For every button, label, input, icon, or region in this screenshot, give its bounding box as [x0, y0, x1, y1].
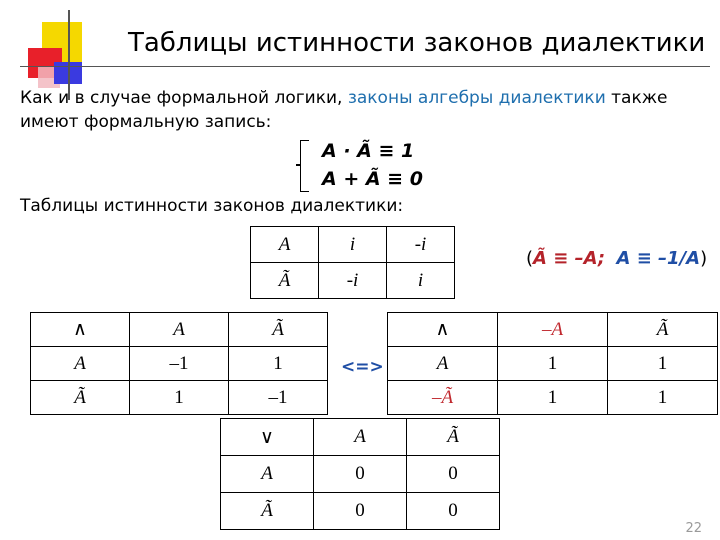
table-cell: ∧: [388, 313, 498, 347]
table-cell: ∨: [221, 419, 314, 456]
tables-caption: Таблицы истинности законов диалектики:: [20, 196, 404, 216]
table-cell: Ã: [251, 263, 319, 299]
table-cell: A: [388, 347, 498, 381]
table-row: [388, 313, 718, 347]
table-cell: Ã: [31, 381, 130, 415]
and-table-right: [387, 312, 718, 415]
table-row: [251, 227, 455, 263]
and-table-left: [30, 312, 328, 415]
decor-horizontal-line: [20, 66, 710, 67]
table-cell: Ã: [229, 313, 328, 347]
table-cell: –Ã: [388, 381, 498, 415]
relation-close: ): [700, 248, 708, 269]
table-cell: A: [130, 313, 229, 347]
table-cell: Ã: [608, 313, 718, 347]
or-table: [220, 418, 500, 530]
table-cell: 0: [314, 456, 407, 493]
table-row: [221, 493, 500, 530]
formula-sum: A + Ã ≡ 0: [322, 168, 423, 190]
table-row: [251, 263, 455, 299]
table-cell: 0: [407, 456, 500, 493]
table-cell: A: [314, 419, 407, 456]
table-cell: 0: [314, 493, 407, 530]
equivalence-sign: <=>: [341, 357, 384, 377]
table-cell: 1: [130, 381, 229, 415]
slide-title: Таблицы истинности законов диалектики: [128, 28, 706, 58]
table-cell: 1: [498, 381, 608, 415]
table-cell: 0: [407, 493, 500, 530]
table-row: [31, 381, 328, 415]
table-row: [221, 456, 500, 493]
table-cell: 1: [608, 347, 718, 381]
relation-part1: Ã ≡ –A;: [533, 248, 606, 269]
table-cell: ∧: [31, 313, 130, 347]
relation-part2: A ≡ –1/A: [616, 248, 701, 269]
table-cell: A: [251, 227, 319, 263]
table-row: [31, 347, 328, 381]
intro-text-1: Как и в случае формальной логики,: [20, 88, 348, 108]
table-cell: 1: [229, 347, 328, 381]
table-cell: A: [221, 456, 314, 493]
relation-open: (: [526, 248, 534, 269]
table-cell: A: [31, 347, 130, 381]
intro-text-2: также имеют формальную запись:: [20, 88, 668, 132]
table-cell: Ã: [221, 493, 314, 530]
table-cell: –1: [130, 347, 229, 381]
table-cell: 1: [608, 381, 718, 415]
table-row: [31, 313, 328, 347]
intro-paragraph: [20, 86, 710, 134]
table-row: [388, 381, 718, 415]
intro-highlight: законы алгебры диалектики: [347, 88, 606, 108]
relation-formula: [526, 248, 707, 269]
formula-product: A · Ã ≡ 1: [322, 140, 415, 162]
table-cell: 1: [498, 347, 608, 381]
table-cell: –A: [498, 313, 608, 347]
basic-values-table: [250, 226, 455, 299]
table-row: [388, 347, 718, 381]
page-number: 22: [685, 521, 702, 536]
table-cell: -i: [387, 227, 455, 263]
table-cell: i: [319, 227, 387, 263]
table-cell: -i: [319, 263, 387, 299]
table-cell: Ã: [407, 419, 500, 456]
table-cell: i: [387, 263, 455, 299]
table-row: [221, 419, 500, 456]
table-cell: –1: [229, 381, 328, 415]
formula-bracket-tick: [296, 164, 301, 166]
formula-bracket: [300, 140, 309, 192]
